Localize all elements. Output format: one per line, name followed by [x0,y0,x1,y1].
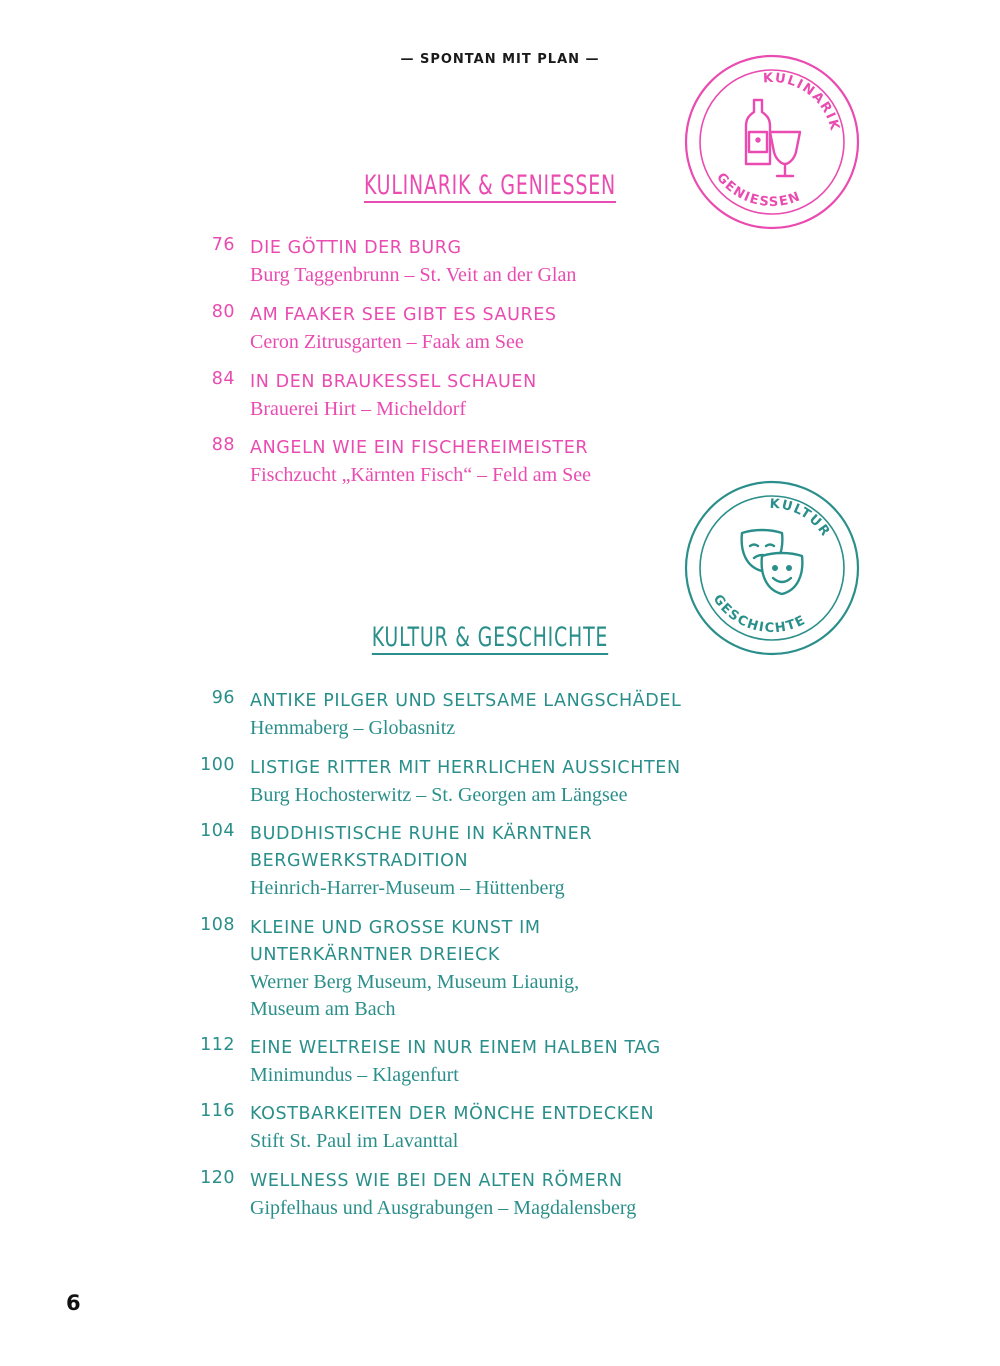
entry-title [250,821,730,875]
entry-page-number: 76 [211,235,235,255]
entry-title-line: AM FAAKER SEE GIBT ES SAURES [250,305,557,325]
entry-location-line: Museum am Bach [250,998,396,1020]
entry-title [250,1101,730,1128]
entry-location [250,715,770,742]
entry-title [250,755,730,782]
entry-page-number: 84 [211,369,235,389]
entry-location [250,1195,770,1222]
entry-title-line: KOSTBARKEITEN DER MÖNCHE ENTDECKEN [250,1104,655,1124]
entry-title-line: DIE GÖTTIN DER BURG [250,238,462,258]
kulinarik-badge [682,52,862,232]
entry-location-line: Heinrich-Harrer-Museum – Hüttenberg [250,877,565,899]
entry-title-line: ANGELN WIE EIN FISCHEREIMEISTER [250,438,589,458]
badge-bottom-text: GENIESSEN [713,170,804,211]
page-number: 6 [66,1291,81,1315]
entry-title [250,302,730,329]
entry-location-line: Brauerei Hirt – Micheldorf [250,398,467,420]
entry-title-line: UNTERKÄRNTNER DREIECK [250,945,500,965]
entry-title-line: BUDDHISTISCHE RUHE IN KÄRNTNER [250,824,593,844]
entry-title [250,1035,730,1062]
entry-page-number: 120 [200,1168,235,1188]
svg-text:GESCHICHTE [710,592,809,636]
entry-title [250,235,730,262]
entry-location [250,329,770,356]
entry-page-number: 116 [200,1101,235,1121]
entry-page-number: 104 [200,821,235,841]
entry-location [250,1062,770,1089]
theater-masks-icon [742,530,803,594]
entry-location [250,1128,770,1155]
entry-location [250,782,770,809]
section-title-text: KULTUR & GESCHICHTE [371,622,609,653]
entry-title-line: LISTIGE RITTER MIT HERRLICHEN AUSSICHTEN [250,758,681,778]
kultur-badge [682,478,862,658]
entry-location-line: Burg Hochosterwitz – St. Georgen am Längsee [250,784,628,806]
section-title-text: KULINARIK & GENIESSEN [364,170,616,201]
entry-location-line: Ceron Zitrusgarten – Faak am See [250,331,524,353]
entry-title-line: IN DEN BRAUKESSEL SCHAUEN [250,372,537,392]
entry-location-line: Werner Berg Museum, Museum Liaunig, [250,971,580,993]
entry-page-number: 88 [211,435,235,455]
entry-page-number: 100 [200,755,235,775]
entry-title [250,688,730,715]
entry-title [250,435,730,462]
wine-bottle-and-glass-icon [746,100,800,176]
entry-location [250,462,770,489]
entry-page-number: 108 [200,915,235,935]
badge-bottom-text: GESCHICHTE [709,592,809,637]
entry-location [250,262,770,289]
entry-title [250,1168,730,1195]
entry-title [250,369,730,396]
entry-location-line: Fischzucht „Kärnten Fisch“ – Feld am See [250,464,592,486]
badge-top-text: KULTUR [769,496,834,541]
entry-location-line: Stift St. Paul im Lavanttal [250,1130,459,1152]
entry-location-line: Gipfelhaus und Ausgrabungen – Magdalensberg [250,1197,637,1219]
entry-location-line: Burg Taggenbrunn – St. Veit an der Glan [250,264,577,286]
entry-title-line: KLEINE UND GROSSE KUNST IM [250,918,541,938]
entry-page-number: 80 [211,302,235,322]
entry-title-line: EINE WELTREISE IN NUR EINEM HALBEN TAG [250,1038,661,1058]
entry-location [250,969,770,1023]
entry-location [250,875,770,902]
entry-location-line: Hemmaberg – Globasnitz [250,717,456,739]
entry-title-line: WELLNESS WIE BEI DEN ALTEN RÖMERN [250,1171,623,1191]
running-header: — SPONTAN MIT PLAN — [400,52,600,67]
entry-location-line: Minimundus – Klagenfurt [250,1064,459,1086]
entry-title [250,915,730,969]
badge-top-text: KULINARIK [762,70,843,134]
entry-page-number: 96 [211,688,235,708]
entry-title-line: ANTIKE PILGER UND SELTSAME LANGSCHÄDEL [250,691,682,711]
entry-location [250,396,770,423]
entry-title-line: BERGWERKSTRADITION [250,851,469,871]
entry-page-number: 112 [200,1035,235,1055]
